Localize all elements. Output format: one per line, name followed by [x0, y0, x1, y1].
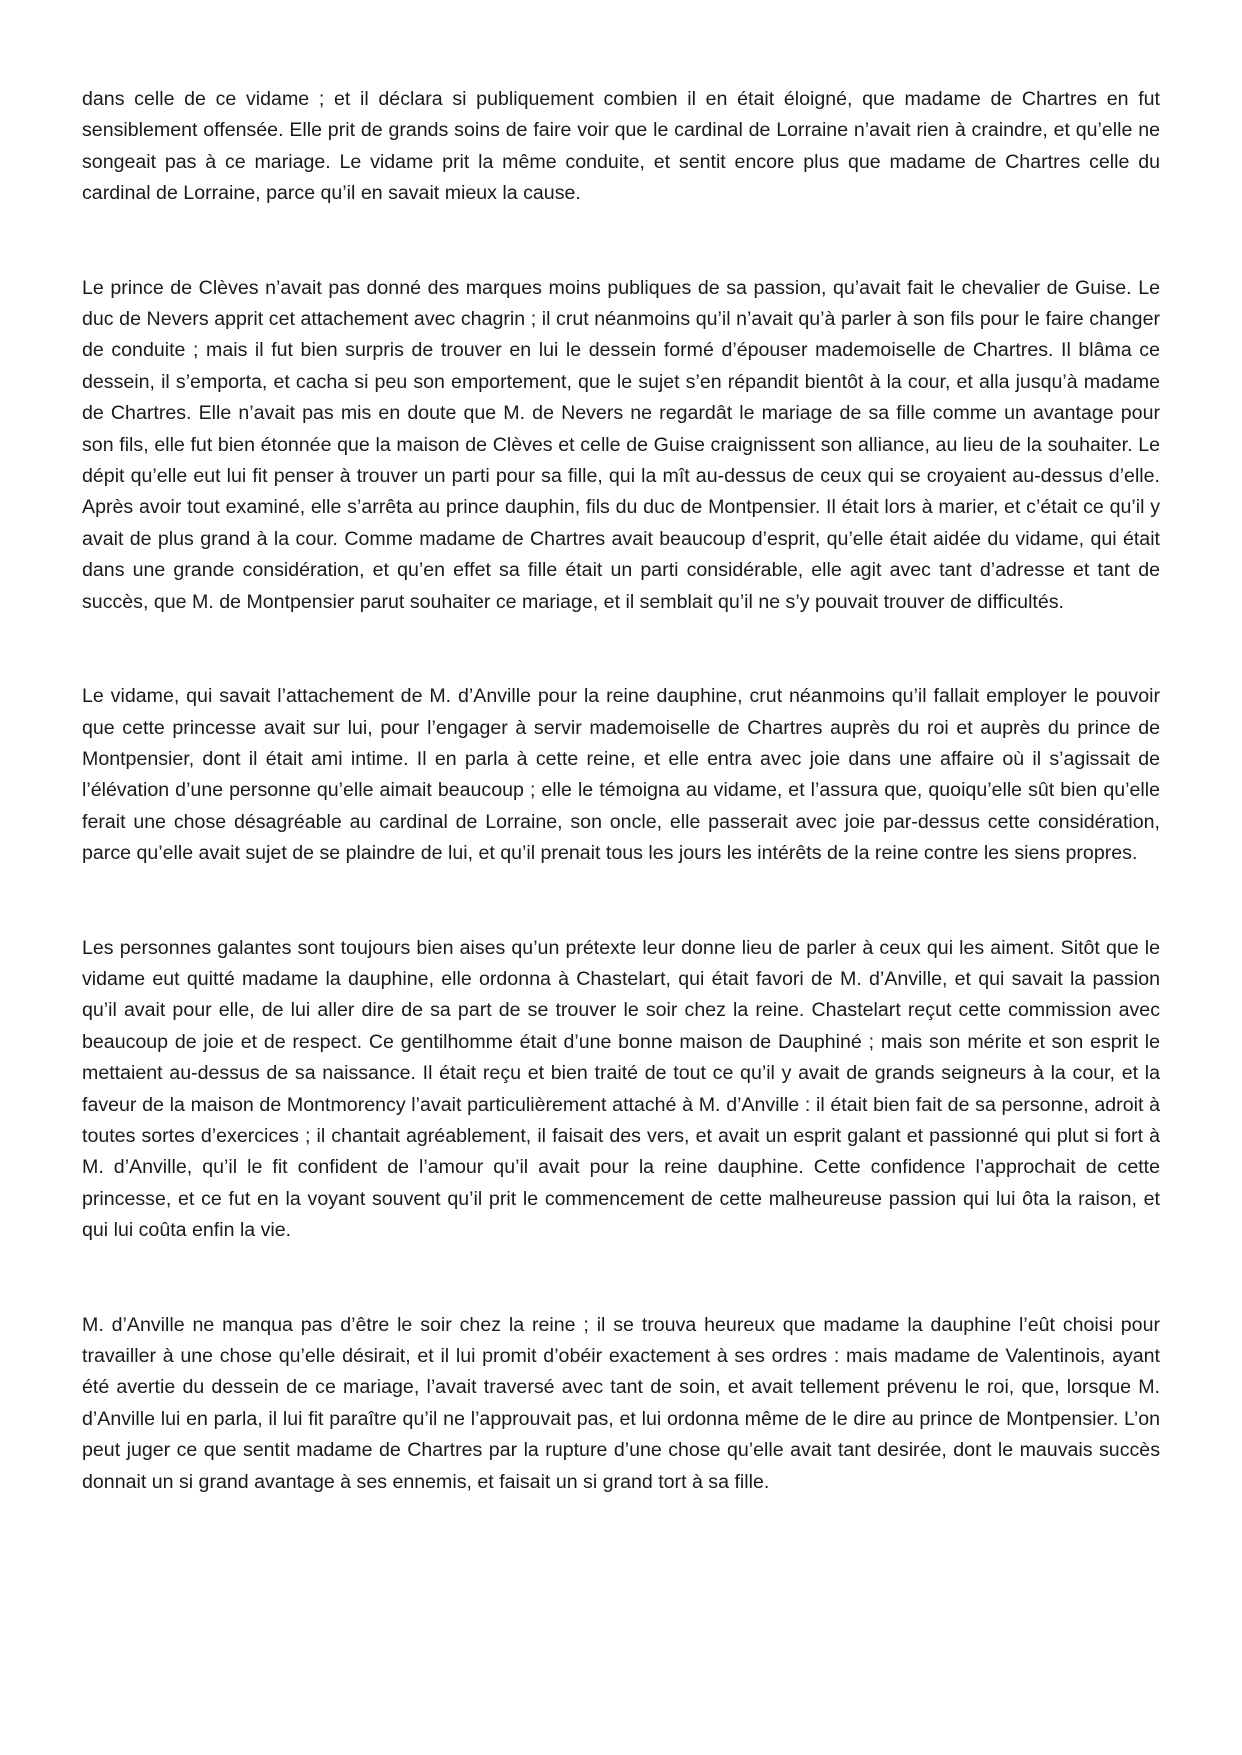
paragraph-1: dans celle de ce vidame ; et il déclara si publiquement combien il en était éloigné, que madame de Chartres en fut sensiblement offensée. Elle prit de grands soins de faire voir que le cardinal de Lorraine n’avait rien à craindre, et qu’elle ne songeait pas à ce mariage. Le vidame prit la même conduite, et sentit encore plus que madame de Chartres celle du cardinal de Lorraine, parce qu’il en savait mieux la cause.	[82, 88, 1160, 205]
paragraph-4: Les personnes galantes sont toujours bien aises qu’un prétexte leur donne lieu de parler à ceux qui les aiment. Sitôt que le vidame eut quitté madame la dauphine, elle ordonna à Chastelart, qui était favori de M. d’Anville, et qui savait la passion qu’il avait pour elle, de lui aller dire de sa part de se trouver le soir chez la reine. Chastelart reçut cette commission avec beaucoup de joie et de respect. Ce gentilhomme était d’une bonne maison de Dauphiné ; mais son mérite et son esprit le mettaient au-dessus de sa naissance. Il était reçu et bien traité de tout ce qu’il y avait de grands seigneurs à la cour, et la faveur de la maison de Montmorency l’avait particulièrement attaché à M. d’Anville : il était bien fait de sa personne, adroit à toutes sortes d’exercices ; il chantait agréablement, il faisait des vers, et avait un esprit galant et passionné qui plut si fort à M. d’Anville, qu’il le fit confident de l’amour qu’il avait pour la reine dauphine. Cette confidence l’approchait de cette princesse, et ce fut en la voyant souvent qu’il prit le commencement de cette malheureuse passion qui lui ôta la raison, et qui lui coûta enfin la vie.	[82, 936, 1160, 1242]
paragraph-2: Le prince de Clèves n’avait pas donné des marques moins publiques de sa passion, qu’avait fait le chevalier de Guise. Le duc de Nevers apprit cet attachement avec chagrin ; il crut néanmoins qu’il n’avait qu’à parler à son fils pour le faire changer de conduite ; mais il fut bien surpris de trouver en lui le dessein formé d’épouser mademoiselle de Chartres. Il blâma ce dessein, il s’emporta, et cacha si peu son emportement, que le sujet s’en répandit bientôt à la cour, et alla jusqu’à madame de Chartres. Elle n’avait pas mis en doute que M. de Nevers ne regardât le mariage de sa fille comme un avantage pour son fils, elle fut bien étonnée que la maison de Clèves et celle de Guise craignissent son alliance, au lieu de la souhaiter. Le dépit qu’elle eut lui fit penser à trouver un parti pour sa fille, qui la mît au-dessus de ceux qui se croyaient au-dessus d’elle. Après avoir tout examiné, elle s’arrêta au prince dauphin, fils du duc de Montpensier. Il était lors à marier, et c’était ce qu’il y avait de plus grand à la cour. Comme madame de Chartres avait beaucoup d’esprit, qu’elle était aidée du vidame, qui était dans une grande considération, et qu’en effet sa fille était un parti considérable, elle agit avec tant d’adresse et tant de succès, que M. de Montpensier parut souhaiter ce mariage, et il semblait qu’il ne s’y pouvait trouver de difficultés.	[82, 276, 1160, 613]
paragraph-3: Le vidame, qui savait l’attachement de M. d’Anville pour la reine dauphine, crut néanmoins qu’il fallait employer le pouvoir que cette princesse avait sur lui, pour l’engager à servir mademoiselle de Chartres auprès du roi et auprès du prince de Montpensier, dont il était ami intime. Il en parla à cette reine, et elle entra avec joie dans une affaire où il s’agissait de l’élévation d’une personne qu’elle aimait beaucoup ; elle le témoigna au vidame, et l’assura que, quoiqu’elle sût bien qu’elle ferait une chose désagréable au cardinal de Lorraine, son oncle, elle passerait avec joie par-dessus cette considération, parce qu’elle avait sujet de se plaindre de lui, et qu’il prenait tous les jours les intérêts de la reine contre les siens propres.	[82, 685, 1160, 865]
paragraph-5: M. d’Anville ne manqua pas d’être le soir chez la reine ; il se trouva heureux que madame la dauphine l’eût choisi pour travailler à une chose qu’elle désirait, et il lui promit d’obéir exactement à ses ordres : mais madame de Valentinois, ayant été avertie du dessein de ce mariage, l’avait traversé avec tant de soin, et avait tellement prévenu le roi, que, lorsque M. d’Anville lui en parla, il lui fit paraître qu’il ne l’approuvait pas, et lui ordonna même de le dire au prince de Montpensier. L’on peut juger ce que sentit madame de Chartres par la rupture d’une chose qu’elle avait tant desirée, dont le mauvais succès donnait un si grand avantage à ses ennemis, et faisait un si grand tort à sa fille.	[82, 1313, 1160, 1493]
document-page	[82, 84, 1160, 1498]
